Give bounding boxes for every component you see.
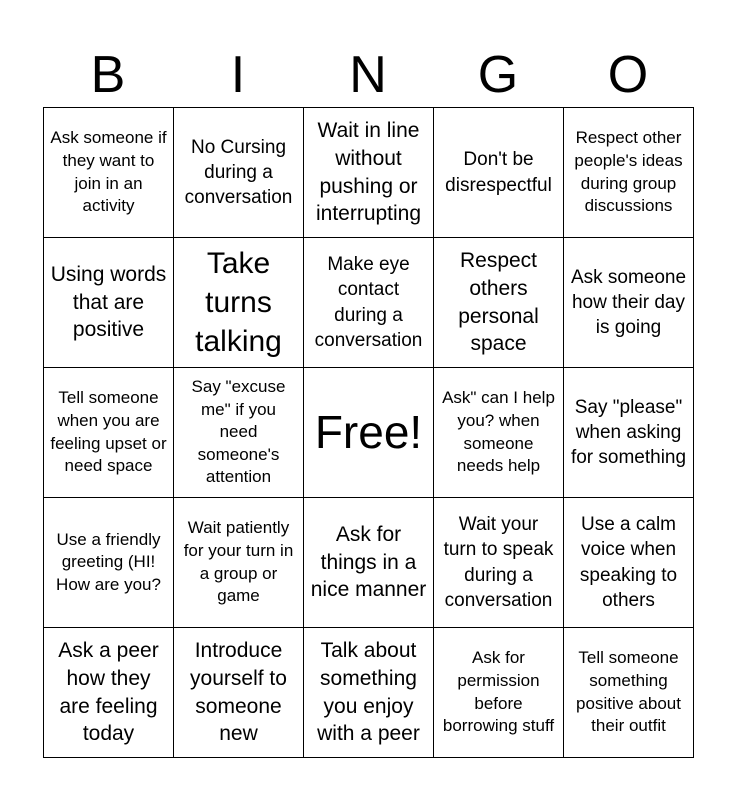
- free-space-label: Free!: [314, 406, 423, 459]
- bingo-cell[interactable]: [174, 368, 304, 498]
- bingo-cell-text: Ask someone if they want to join in an activity: [50, 128, 167, 216]
- header-letter-n: N: [349, 46, 387, 104]
- bingo-board: [43, 107, 694, 758]
- bingo-cell[interactable]: [564, 368, 694, 498]
- bingo-cell-text: Introduce yourself to someone new: [190, 638, 287, 746]
- bingo-cell[interactable]: [434, 628, 564, 758]
- bingo-cell[interactable]: [434, 498, 564, 628]
- bingo-cell-text: Wait in line without pushing or interrupting: [315, 118, 422, 226]
- bingo-cell-text: Using words that are positive: [50, 262, 167, 342]
- bingo-cell-text: Take turns talking: [195, 247, 282, 358]
- bingo-cell-text: Ask" can I help you? when someone needs help: [442, 388, 555, 476]
- free-space-cell[interactable]: [304, 368, 434, 498]
- bingo-cell-text: Respect other people's ideas during group discussions: [574, 128, 683, 216]
- bingo-cell-text: Respect others personal space: [458, 248, 539, 356]
- bingo-cell-text: Wait your turn to speak during a conversation: [443, 513, 554, 611]
- bingo-cell-text: Say "please" when asking for something: [570, 396, 687, 469]
- bingo-cell[interactable]: [44, 368, 174, 498]
- header-letter-g: G: [477, 46, 519, 104]
- header-letter-i: I: [230, 46, 246, 104]
- header-letter-b: B: [90, 46, 126, 104]
- bingo-cell-text: Ask someone how their day is going: [570, 266, 687, 339]
- bingo-cell-text: Ask for permission before borrowing stuff: [442, 648, 555, 736]
- bingo-cell[interactable]: [174, 238, 304, 368]
- bingo-cell[interactable]: [304, 238, 434, 368]
- bingo-cell-text: Say "excuse me" if you need someone's attention: [191, 376, 286, 487]
- bingo-cell[interactable]: [564, 108, 694, 238]
- bingo-cell[interactable]: [564, 628, 694, 758]
- bingo-cell[interactable]: [174, 628, 304, 758]
- bingo-cell-text: Make eye contact during a conversation: [314, 253, 423, 351]
- bingo-cell[interactable]: [434, 108, 564, 238]
- bingo-cell-text: Wait patiently for your turn in a group or game: [183, 518, 294, 606]
- bingo-header: [43, 42, 693, 108]
- bingo-cell[interactable]: [304, 628, 434, 758]
- header-letter-o: O: [607, 46, 649, 104]
- bingo-cell[interactable]: [564, 498, 694, 628]
- bingo-cell-text: Ask a peer how they are feeling today: [58, 638, 159, 746]
- bingo-cell-text: Talk about something you enjoy with a peer: [317, 638, 420, 746]
- bingo-cell-text: Ask for things in a nice manner: [310, 522, 427, 602]
- bingo-cell-text: Tell someone when you are feeling upset or need space: [50, 388, 167, 476]
- bingo-cell[interactable]: [44, 108, 174, 238]
- bingo-cell[interactable]: [304, 498, 434, 628]
- bingo-cell[interactable]: [44, 498, 174, 628]
- bingo-cell-text: No Cursing during a conversation: [184, 136, 293, 209]
- bingo-cell[interactable]: [174, 498, 304, 628]
- bingo-cell[interactable]: [44, 628, 174, 758]
- bingo-cell[interactable]: [304, 108, 434, 238]
- bingo-cell-text: Tell someone something positive about their outfit: [576, 648, 681, 736]
- bingo-cell-text: Use a calm voice when speaking to others: [579, 513, 678, 611]
- bingo-cell-text: Use a friendly greeting (HI! How are you?: [56, 529, 161, 594]
- bingo-cell[interactable]: [434, 368, 564, 498]
- bingo-cell[interactable]: [174, 108, 304, 238]
- bingo-cell-text: Don't be disrespectful: [445, 149, 552, 196]
- bingo-cell[interactable]: [434, 238, 564, 368]
- bingo-cell[interactable]: [44, 238, 174, 368]
- bingo-cell[interactable]: [564, 238, 694, 368]
